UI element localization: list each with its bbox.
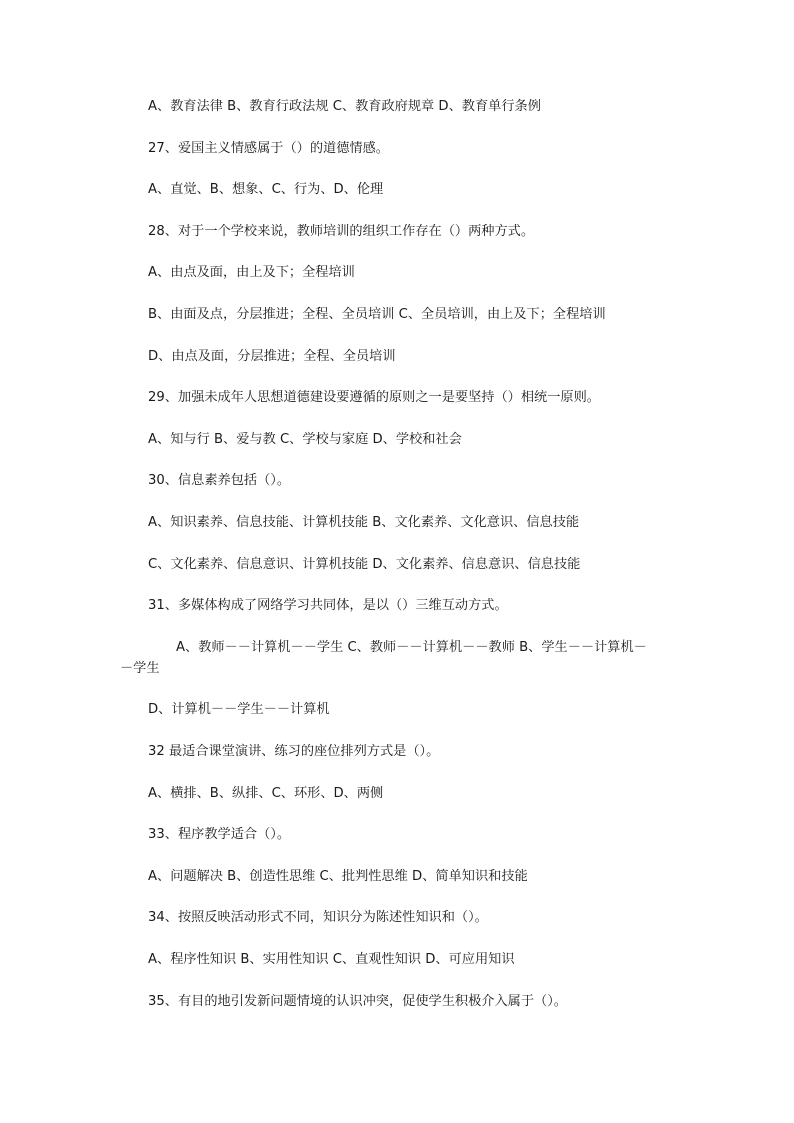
text-line-options-32: A、横排、B、纵排、C、环形、D、两侧 [148, 786, 384, 801]
question-28: 28、对于一个学校来说，教师培训的组织工作存在（）两种方式。 [148, 224, 535, 239]
question-35: 35、有目的地引发新问题情境的认识冲突，促使学生积极介入属于（）。 [148, 994, 567, 1009]
question-34: 34、按照反映活动形式不同，知识分为陈述性知识和（）。 [148, 910, 488, 925]
question-27: 27、爱国主义情感属于（）的道德情感。 [148, 141, 389, 156]
text-line-option-28bc: B、由面及点，分层推进；全程、全员培训 C、全员培训，由上及下；全程培训 [148, 307, 606, 322]
text-line-options-33: A、问题解决 B、创造性思维 C、批判性思维 D、简单知识和技能 [148, 869, 528, 884]
question-33: 33、程序教学适合（）。 [148, 827, 291, 842]
text-line-options-34: A、程序性知识 B、实用性知识 C、直观性知识 D、可应用知识 [148, 952, 515, 967]
text-line-option-31d: D、计算机－－学生－－计算机 [148, 702, 330, 717]
text-line-option-28d: D、由点及面，分层推进；全程、全员培训 [148, 349, 396, 364]
question-29: 29、加强未成年人思想道德建设要遵循的原则之一是要坚持（）相统一原则。 [148, 390, 600, 405]
text-line-option-28a: A、由点及面，由上及下；全程培训 [148, 265, 355, 280]
text-line-options-30ab: A、知识素养、信息技能、计算机技能 B、文化素养、文化意识、信息技能 [148, 515, 580, 530]
question-32: 32 最适合课堂演讲、练习的座位排列方式是（）。 [148, 744, 440, 759]
text-line-options-31-cont: －学生 [120, 661, 160, 676]
text-line-options-26: A、教育法律 B、教育行政法规 C、教育政府规章 D、教育单行条例 [148, 99, 541, 114]
question-31: 31、多媒体构成了网络学习共同体，是以（）三维互动方式。 [148, 598, 508, 613]
text-line-options-30cd: C、文化素养、信息意识、计算机技能 D、文化素养、信息意识、信息技能 [148, 557, 581, 572]
text-line-options-29: A、知与行 B、爱与教 C、学校与家庭 D、学校和社会 [148, 432, 462, 447]
text-line-options-31: A、教师－－计算机－－学生 C、教师－－计算机－－教师 B、学生－－计算机－ [176, 640, 647, 655]
text-line-options-27: A、直觉、B、想象、C、行为、D、伦理 [148, 182, 384, 197]
question-30: 30、信息素养包括（）。 [148, 473, 291, 488]
